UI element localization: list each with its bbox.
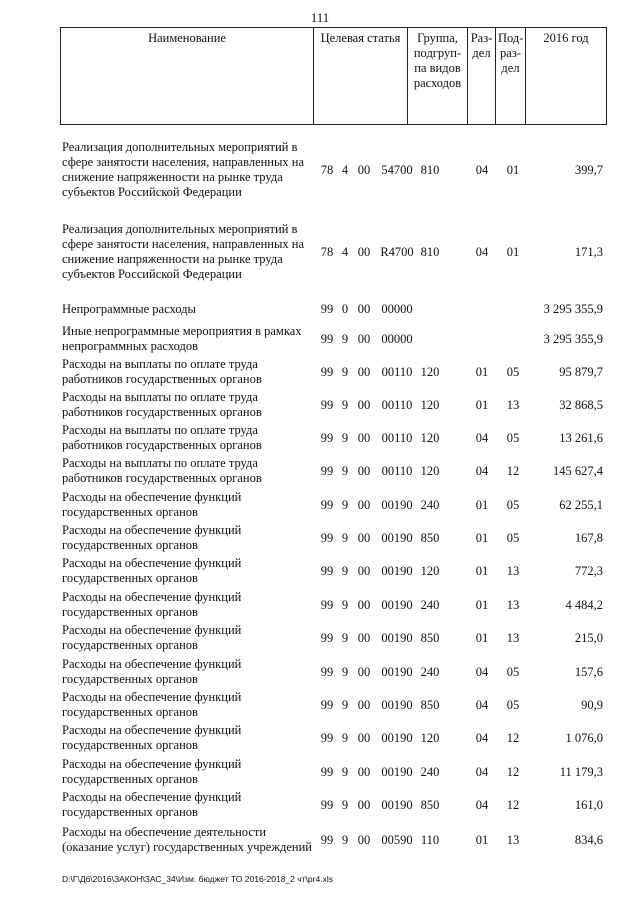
table-row xyxy=(60,622,607,654)
subsection-code: 12 xyxy=(506,463,520,478)
expense-group: 810 xyxy=(420,162,440,177)
target-part-4: 00190 xyxy=(381,630,413,645)
amount-2016: 13 261,6 xyxy=(559,430,603,445)
expense-group: 240 xyxy=(420,497,440,512)
expense-group: 240 xyxy=(420,764,440,779)
row-name: Реализация дополнительных мероприятий в сфере занятости населения, направленных на снижение напряженности на рынке труда субъектов Российской Федерации xyxy=(62,140,305,199)
target-part-3: 00 xyxy=(357,497,371,512)
amount-2016: 4 484,2 xyxy=(565,597,603,612)
amount-2016: 90,9 xyxy=(581,697,603,712)
section-code: 04 xyxy=(475,664,489,679)
section-code: 01 xyxy=(475,597,489,612)
target-part-4: R4700 xyxy=(380,244,414,259)
file-path: D:\Г\Д6\2016\ЗАКОН\ЗАС_34\Изм. бюджет ТО 2016-2018_2 чт\pr4.xls xyxy=(62,874,333,884)
subsection-code: 13 xyxy=(506,397,520,412)
target-part-1: 99 xyxy=(320,397,334,412)
target-part-2: 0 xyxy=(341,301,349,316)
target-part-3: 00 xyxy=(357,730,371,745)
table-row xyxy=(60,356,607,388)
section-code: 01 xyxy=(475,630,489,645)
target-part-2: 9 xyxy=(341,563,349,578)
target-part-1: 99 xyxy=(320,530,334,545)
target-part-1: 78 xyxy=(320,244,334,259)
amount-2016: 32 868,5 xyxy=(559,397,603,412)
target-part-3: 00 xyxy=(357,597,371,612)
target-part-3: 00 xyxy=(357,530,371,545)
amount-2016: 145 627,4 xyxy=(553,463,603,478)
page-number: 111 xyxy=(310,10,330,25)
amount-2016: 834,6 xyxy=(574,832,603,847)
target-part-3: 00 xyxy=(357,697,371,712)
header-year: 2016 год xyxy=(543,31,589,45)
target-part-4: 00190 xyxy=(381,764,413,779)
subsection-code: 05 xyxy=(506,497,520,512)
section-code: 04 xyxy=(475,430,489,445)
table-row xyxy=(60,756,607,788)
table-header xyxy=(60,27,607,125)
table-row xyxy=(60,722,607,754)
table-row xyxy=(60,299,607,319)
target-part-4: 00110 xyxy=(381,397,413,412)
subsection-code: 12 xyxy=(506,730,520,745)
subsection-code: 13 xyxy=(506,563,520,578)
target-part-2: 9 xyxy=(341,497,349,512)
target-part-3: 00 xyxy=(357,563,371,578)
target-part-1: 99 xyxy=(320,797,334,812)
subsection-code: 01 xyxy=(506,162,520,177)
target-part-4: 00110 xyxy=(381,364,413,379)
amount-2016: 3 295 355,9 xyxy=(543,331,603,346)
row-name: Иные непрограммные мероприятия в рамках непрограммных расходов xyxy=(62,324,302,353)
target-part-4: 00110 xyxy=(381,430,413,445)
table-row xyxy=(60,589,607,621)
target-part-1: 99 xyxy=(320,301,334,316)
target-part-3: 00 xyxy=(357,764,371,779)
target-part-4: 00190 xyxy=(381,530,413,545)
target-part-2: 9 xyxy=(341,364,349,379)
row-name: Расходы на выплаты по оплате труда работников государственных органов xyxy=(62,456,262,485)
target-part-2: 9 xyxy=(341,597,349,612)
target-part-4: 00590 xyxy=(381,832,413,847)
target-part-1: 99 xyxy=(320,364,334,379)
target-part-2: 9 xyxy=(341,331,349,346)
target-part-4: 00190 xyxy=(381,497,413,512)
expense-group: 120 xyxy=(420,730,440,745)
section-code: 04 xyxy=(475,697,489,712)
target-part-3: 00 xyxy=(357,664,371,679)
target-part-2: 9 xyxy=(341,797,349,812)
target-part-3: 00 xyxy=(357,397,371,412)
amount-2016: 3 295 355,9 xyxy=(543,301,603,316)
subsection-code: 12 xyxy=(506,797,520,812)
target-part-4: 00000 xyxy=(381,331,413,346)
table-row xyxy=(60,422,607,454)
amount-2016: 772,3 xyxy=(574,563,603,578)
row-name: Расходы на выплаты по оплате труда работников государственных органов xyxy=(62,423,262,452)
expense-group: 120 xyxy=(420,430,440,445)
amount-2016: 171,3 xyxy=(574,244,603,259)
target-part-4: 00000 xyxy=(381,301,413,316)
row-name: Непрограммные расходы xyxy=(62,301,196,316)
row-name: Расходы на обеспечение функций государственных органов xyxy=(62,623,242,652)
target-part-3: 00 xyxy=(357,630,371,645)
expense-group: 850 xyxy=(420,697,440,712)
target-part-3: 00 xyxy=(357,463,371,478)
amount-2016: 11 179,3 xyxy=(559,764,603,779)
target-part-2: 9 xyxy=(341,630,349,645)
table-row xyxy=(60,389,607,421)
row-name: Расходы на обеспечение функций государственных органов xyxy=(62,590,242,619)
target-part-2: 9 xyxy=(341,730,349,745)
subsection-code: 05 xyxy=(506,430,520,445)
target-part-4: 00190 xyxy=(381,563,413,578)
expense-group: 810 xyxy=(420,244,440,259)
amount-2016: 157,6 xyxy=(574,664,603,679)
target-part-3: 00 xyxy=(357,797,371,812)
header-target: Целевая статья xyxy=(314,28,408,124)
target-part-3: 00 xyxy=(357,162,371,177)
target-part-1: 99 xyxy=(320,730,334,745)
section-code: 04 xyxy=(475,730,489,745)
expense-group: 120 xyxy=(420,463,440,478)
section-code: 01 xyxy=(475,397,489,412)
expense-group: 240 xyxy=(420,664,440,679)
expense-group: 240 xyxy=(420,597,440,612)
target-part-2: 4 xyxy=(341,244,349,259)
expense-group: 120 xyxy=(420,397,440,412)
target-part-2: 9 xyxy=(341,697,349,712)
target-part-4: 00110 xyxy=(381,463,413,478)
header-section: Раз- дел xyxy=(468,28,496,124)
expense-group: 850 xyxy=(420,630,440,645)
table-row xyxy=(60,455,607,487)
row-name: Расходы на выплаты по оплате труда работников государственных органов xyxy=(62,390,262,419)
target-part-1: 99 xyxy=(320,630,334,645)
table-row xyxy=(60,220,607,284)
target-part-4: 00190 xyxy=(381,597,413,612)
expense-group: 850 xyxy=(420,530,440,545)
amount-2016: 1 076,0 xyxy=(565,730,603,745)
target-part-3: 00 xyxy=(357,301,371,316)
target-part-1: 99 xyxy=(320,497,334,512)
row-name: Расходы на обеспечение функций государственных органов xyxy=(62,757,242,786)
amount-2016: 167,8 xyxy=(574,530,603,545)
target-part-1: 99 xyxy=(320,331,334,346)
table-row xyxy=(60,689,607,721)
subsection-code: 05 xyxy=(506,664,520,679)
table-row xyxy=(60,656,607,688)
target-part-4: 00190 xyxy=(381,697,413,712)
row-name: Реализация дополнительных мероприятий в сфере занятости населения, направленных на снижение напряженности на рынке труда субъектов Российской Федерации xyxy=(62,222,305,281)
target-part-1: 99 xyxy=(320,832,334,847)
amount-2016: 161,0 xyxy=(574,797,603,812)
target-part-1: 99 xyxy=(320,463,334,478)
target-part-2: 9 xyxy=(341,764,349,779)
row-name: Расходы на обеспечение функций государственных органов xyxy=(62,490,242,519)
header-name: Наименование xyxy=(61,28,314,124)
target-part-2: 9 xyxy=(341,397,349,412)
target-part-1: 99 xyxy=(320,563,334,578)
table-row xyxy=(60,522,607,554)
subsection-code: 13 xyxy=(506,832,520,847)
section-code: 01 xyxy=(475,497,489,512)
target-part-1: 99 xyxy=(320,664,334,679)
row-name: Расходы на обеспечение функций государственных органов xyxy=(62,657,242,686)
target-part-4: 00190 xyxy=(381,797,413,812)
row-name: Расходы на обеспечение функций государственных органов xyxy=(62,556,242,585)
subsection-code: 13 xyxy=(506,630,520,645)
table-row xyxy=(60,138,607,202)
target-part-2: 9 xyxy=(341,463,349,478)
table-row xyxy=(60,489,607,521)
expense-group: 120 xyxy=(420,364,440,379)
section-code: 01 xyxy=(475,530,489,545)
amount-2016: 399,7 xyxy=(574,162,603,177)
target-part-1: 99 xyxy=(320,697,334,712)
section-code: 01 xyxy=(475,364,489,379)
target-part-4: 00190 xyxy=(381,730,413,745)
expense-group: 120 xyxy=(420,563,440,578)
target-part-2: 9 xyxy=(341,430,349,445)
row-name: Расходы на обеспечение функций государственных органов xyxy=(62,723,242,752)
section-code: 04 xyxy=(475,463,489,478)
row-name: Расходы на обеспечение функций государственных органов xyxy=(62,790,242,819)
target-part-4: 54700 xyxy=(381,162,413,177)
target-part-1: 99 xyxy=(320,430,334,445)
target-part-3: 00 xyxy=(357,331,371,346)
subsection-code: 13 xyxy=(506,597,520,612)
subsection-code: 05 xyxy=(506,530,520,545)
table-row xyxy=(60,323,607,355)
subsection-code: 05 xyxy=(506,697,520,712)
target-part-3: 00 xyxy=(357,430,371,445)
header-group: Группа, подгруп- па видов расходов xyxy=(408,28,468,124)
subsection-code: 01 xyxy=(506,244,520,259)
section-code: 01 xyxy=(475,563,489,578)
subsection-code: 12 xyxy=(506,764,520,779)
amount-2016: 215,0 xyxy=(574,630,603,645)
target-part-2: 9 xyxy=(341,664,349,679)
row-name: Расходы на обеспечение деятельности (оказание услуг) государственных учреждений xyxy=(62,825,312,854)
table-row xyxy=(60,816,607,864)
section-code: 04 xyxy=(475,797,489,812)
row-name: Расходы на выплаты по оплате труда работников государственных органов xyxy=(62,357,262,386)
target-part-2: 9 xyxy=(341,832,349,847)
target-part-3: 00 xyxy=(357,244,371,259)
row-name: Расходы на обеспечение функций государственных органов xyxy=(62,690,242,719)
table-row xyxy=(60,555,607,587)
amount-2016: 62 255,1 xyxy=(559,497,603,512)
target-part-1: 99 xyxy=(320,597,334,612)
target-part-2: 9 xyxy=(341,530,349,545)
section-code: 04 xyxy=(475,764,489,779)
row-name: Расходы на обеспечение функций государственных органов xyxy=(62,523,242,552)
target-part-1: 78 xyxy=(320,162,334,177)
target-part-2: 4 xyxy=(341,162,349,177)
section-code: 04 xyxy=(475,162,489,177)
amount-2016: 95 879,7 xyxy=(559,364,603,379)
section-code: 01 xyxy=(475,832,489,847)
target-part-3: 00 xyxy=(357,832,371,847)
target-part-3: 00 xyxy=(357,364,371,379)
section-code: 04 xyxy=(475,244,489,259)
target-part-4: 00190 xyxy=(381,664,413,679)
expense-group: 110 xyxy=(420,832,440,847)
target-part-1: 99 xyxy=(320,764,334,779)
header-subsection: Под- раз- дел xyxy=(496,28,526,124)
expense-group: 850 xyxy=(420,797,440,812)
subsection-code: 05 xyxy=(506,364,520,379)
